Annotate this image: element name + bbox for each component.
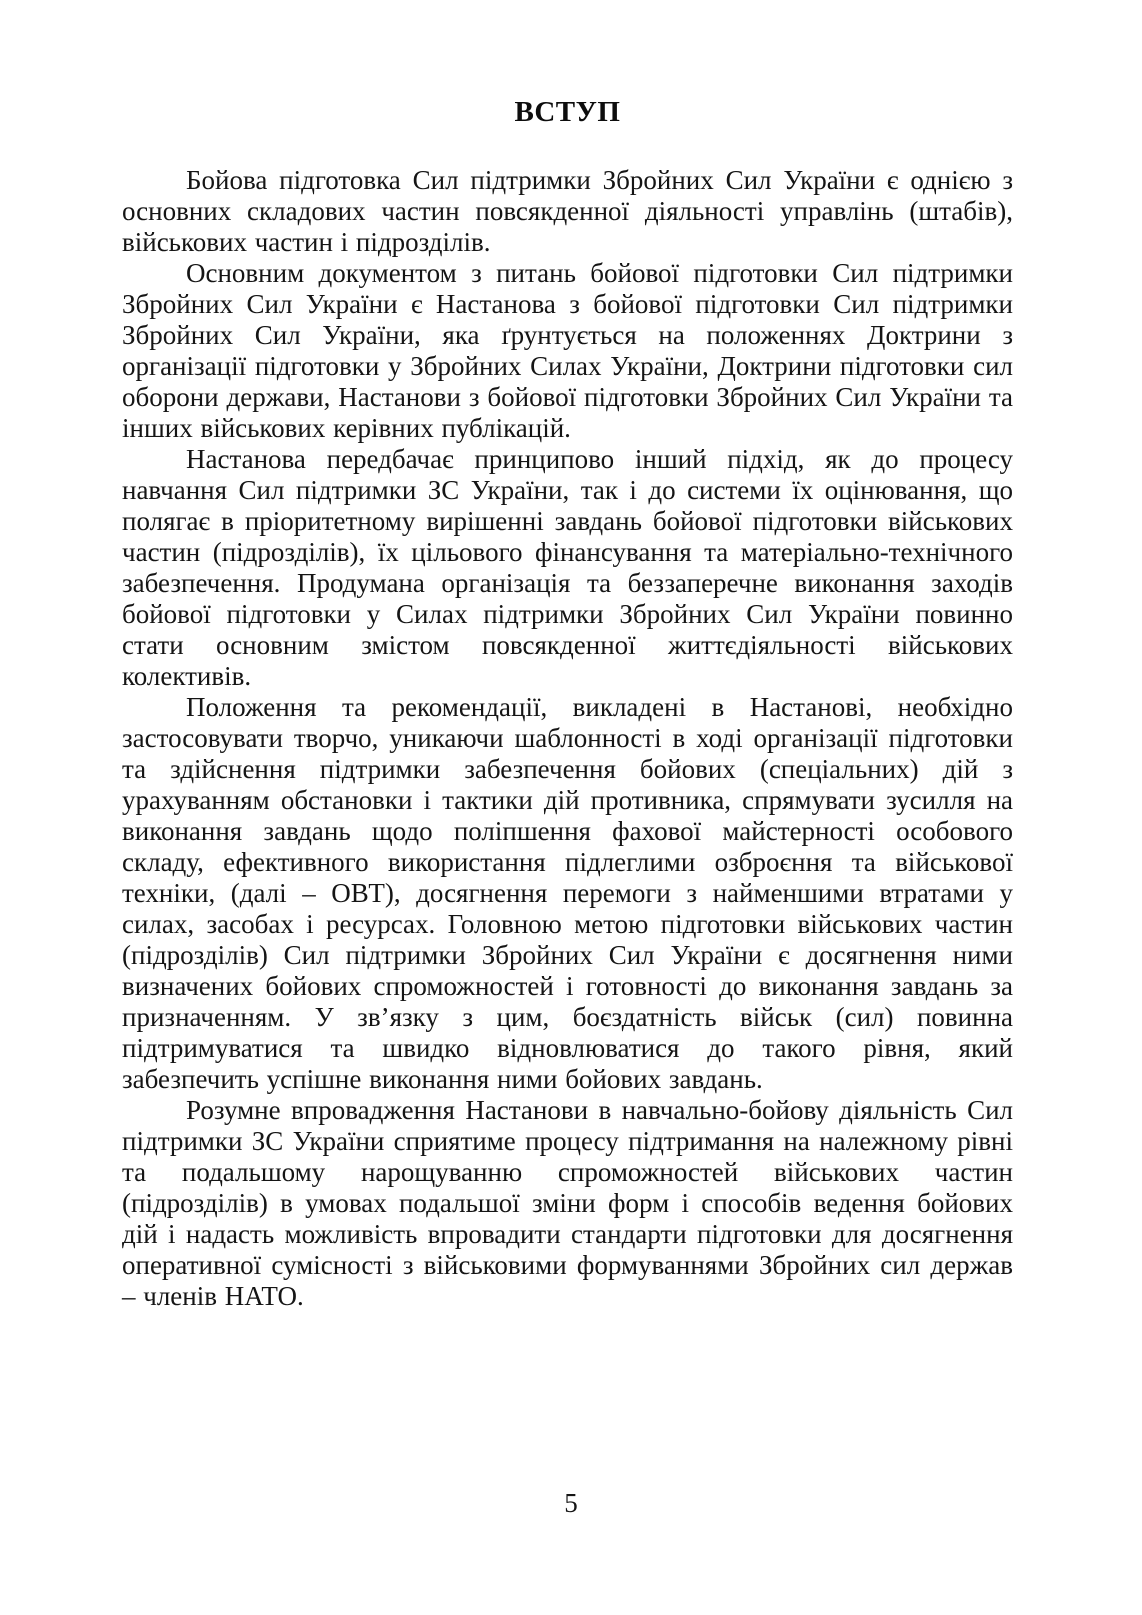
paragraph: Бойова підготовка Сил підтримки Збройних Сил України є однією з основних складових частин повсякденної діяльності управлінь (штабів), військових частин і підрозділів. xyxy=(122,165,1013,257)
paragraph: Положення та рекомендації, викладені в Настанові, необхідно застосовувати творчо, уникаючи шаблонності в ході організації підготовки та здійснення підтримки забезпечення бойових (спеціальних) дій з урахуванням обстановки і тактики дій противника, спрямувати зусилля на виконання завдань щодо поліпшення фахової майстерності особового складу, ефективного використання підлеглими озброєння та військової техніки, (далі – ОВТ), досягнення перемоги з найменшими втратами у силах, засобах і ресурсах. Головною метою підготовки військових частин (підрозділів) Сил підтримки Збройних Сил України є досягнення ними визначених бойових спроможностей і готовності до виконання завдань за призначенням. У зв’язку з цим, боєздатність військ (сил) повинна підтримуватися та швидко відновлюватися до такого рівня, який забезпечить успішне виконання ними бойових завдань. xyxy=(122,692,1013,1094)
document-content xyxy=(122,96,1013,1312)
paragraph: Основним документом з питань бойової підготовки Сил підтримки Збройних Сил України є Настанова з бойової підготовки Сил підтримки Збройних Сил України, яка ґрунтується на положеннях Доктрини з організації підготовки у Збройних Силах України, Доктрини підготовки сил оборони держави, Настанови з бойової підготовки Збройних Сил України та інших військових керівних публікацій. xyxy=(122,258,1013,443)
paragraph: Розумне впровадження Настанови в навчально-бойову діяльність Сил підтримки ЗС України сприятиме процесу підтримання на належному рівні та подальшому нарощуванню спроможностей військових частин (підрозділів) в умовах подальшої зміни форм і способів ведення бойових дій і надасть можливість впровадити стандарти підготовки для досягнення оперативної сумісності з військовими формуваннями Збройних сил держав – членів НАТО. xyxy=(122,1095,1013,1311)
document-title: ВСТУП xyxy=(514,96,621,128)
page-number: 5 xyxy=(564,1488,578,1518)
paragraph: Настанова передбачає принципово інший підхід, як до процесу навчання Сил підтримки ЗС України, так і до системи їх оцінювання, що полягає в пріоритетному вирішенні завдань бойової підготовки військових частин (підрозділів), їх цільового фінансування та матеріально-технічного забезпечення. Продумана організація та беззаперечне виконання заходів бойової підготовки у Силах підтримки Збройних Сил України повинно стати основним змістом повсякденної життєдіяльності військових колективів. xyxy=(122,444,1013,691)
